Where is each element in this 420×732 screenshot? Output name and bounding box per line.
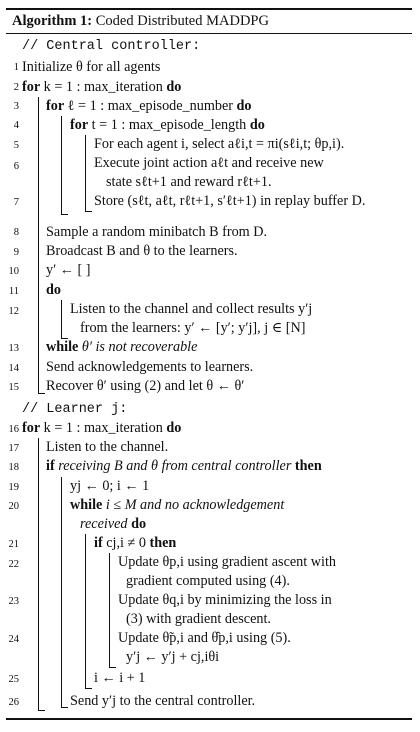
line-10: y′ ← [ ] [46, 262, 91, 278]
line-number: 20 [8, 501, 19, 512]
title-rule [6, 33, 412, 34]
line-14: Send acknowledgements to learners. [46, 359, 254, 375]
line-7: Store (sℓt, aℓt, rℓt+1, s′ℓt+1) in replay buffer D. [94, 193, 366, 209]
bottom-rule [6, 718, 412, 720]
line-26: Send y′j to the central controller. [70, 693, 256, 709]
line-9: Broadcast B and θ to the learners. [46, 243, 238, 259]
line-2: for k = 1 : max_iteration do [22, 79, 182, 95]
line-number: 18 [8, 462, 19, 473]
line-number: 15 [8, 382, 19, 393]
line-number: 22 [8, 559, 19, 570]
line-4: for t = 1 : max_episode_length do [70, 117, 265, 133]
line-number: 25 [8, 674, 19, 685]
block-bar-learner-for [38, 438, 39, 710]
line-number: 3 [13, 101, 19, 112]
block-tick [61, 214, 68, 215]
line-17: Listen to the channel. [46, 439, 169, 455]
line-number: 5 [13, 140, 19, 151]
block-tick [38, 393, 45, 394]
line-24-cont: y′j ← y′j + cj,iθi [126, 649, 220, 665]
line-20-cont: received do [80, 516, 147, 532]
line-12-cont: from the learners: y′ ← [y′; y′j], j ∈ [N] [80, 320, 306, 336]
line-number: 6 [13, 161, 19, 172]
line-number: 14 [8, 363, 19, 374]
line-13: while θ′ is not recoverable [46, 339, 198, 355]
line-number: 11 [8, 286, 19, 297]
block-bar-for-t [85, 135, 86, 211]
algorithm-label: Algorithm 1: [12, 13, 93, 29]
line-number: 19 [8, 482, 19, 493]
line-number: 24 [8, 634, 19, 645]
line-number: 17 [8, 443, 19, 454]
line-5: For each agent i, select aℓi,t = πi(sℓi,t; θp,i). [94, 136, 345, 152]
learner-comment: // Learner j: [22, 402, 128, 417]
line-3: for ℓ = 1 : max_episode_number do [46, 98, 252, 114]
line-number: 12 [8, 306, 19, 317]
line-number: 2 [13, 82, 19, 93]
block-bar-while [85, 534, 86, 688]
line-number: 1 [13, 62, 19, 73]
block-bar-if-c [109, 553, 110, 667]
line-23: Update θq,i by minimizing the loss in [118, 592, 332, 608]
central-comment: // Central controller: [22, 39, 201, 54]
line-11: do [46, 282, 61, 298]
block-bar-do [61, 300, 62, 338]
line-number: 16 [8, 424, 19, 435]
line-number: 7 [13, 197, 19, 208]
line-6-cont: state sℓt+1 and reward rℓt+1. [106, 174, 272, 190]
top-rule [6, 8, 412, 10]
line-number: 4 [13, 120, 19, 131]
line-25: i ← i + 1 [94, 670, 146, 686]
line-8: Sample a random minibatch B from D. [46, 224, 268, 240]
block-tick [38, 710, 45, 711]
line-12: Listen to the channel and collect results y′j [70, 301, 313, 317]
block-bar-for-l [61, 116, 62, 214]
line-19: yj ← 0; i ← 1 [70, 478, 150, 494]
line-16: for k = 1 : max_iteration do [22, 420, 182, 436]
line-number: 9 [13, 247, 19, 258]
line-number: 26 [8, 697, 19, 708]
line-22-cont: gradient computed using (4). [126, 573, 290, 589]
line-24: Update θ̃p,i and θ̂p,i using (5). [118, 630, 291, 646]
line-22: Update θp,i using gradient ascent with [118, 554, 336, 570]
algorithm-title [12, 13, 269, 30]
line-20: while i ≤ M and no acknowledgement [70, 497, 285, 513]
line-21: if cj,i ≠ 0 then [94, 535, 177, 551]
block-bar-for-k [38, 97, 39, 393]
line-6: Execute joint action aℓt and receive new [94, 155, 324, 171]
block-tick [61, 338, 68, 339]
line-15: Recover θ′ using (2) and let θ ← θ′ [46, 378, 245, 394]
line-1: Initialize θ for all agents [22, 59, 161, 75]
line-number: 13 [8, 343, 19, 354]
line-number: 21 [8, 539, 19, 550]
line-18: if receiving B and θ from central controller then [46, 458, 322, 474]
line-23-cont: (3) with gradient descent. [126, 611, 271, 627]
line-number: 10 [8, 266, 19, 277]
block-tick [109, 667, 116, 668]
algorithm-name: Coded Distributed MADDPG [95, 13, 269, 29]
line-number: 23 [8, 596, 19, 607]
block-bar-if-receiving [61, 477, 62, 707]
line-number: 8 [13, 227, 19, 238]
block-tick [85, 688, 92, 689]
block-tick [61, 707, 68, 708]
block-tick [85, 211, 92, 212]
